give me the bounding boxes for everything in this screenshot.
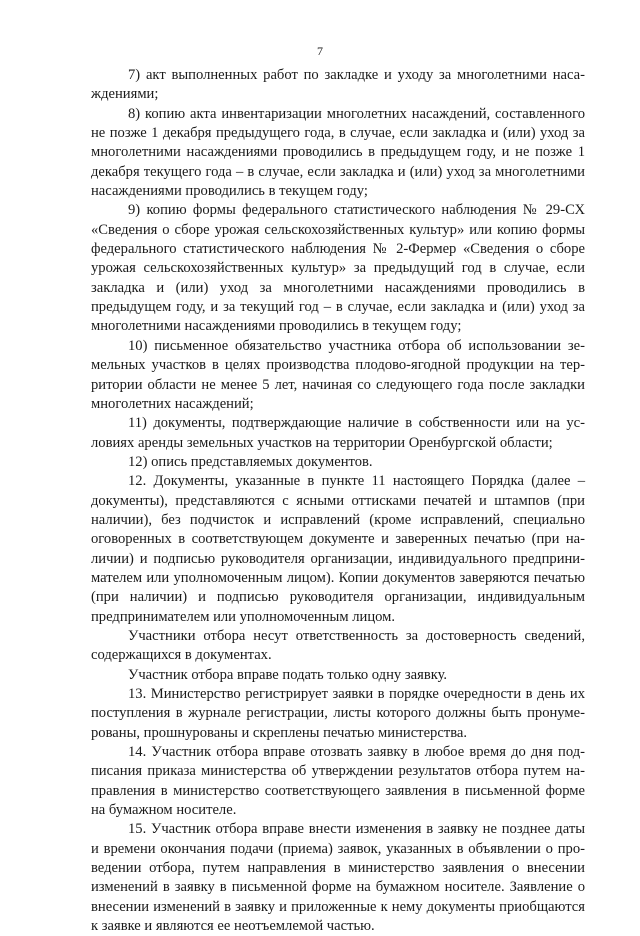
paragraph-section-13: 13. Министерство регистрирует заявки в порядке очередности в день их поступления в журнале регистрации, листы которого должны быть пронумерованы, прошнурованы и скреплены печатью министерства. <box>91 686 585 741</box>
paragraph-section-14: 14. Участник отбора вправе отозвать заявку в любое время до дня подписания приказа министерства об утверждении результатов отбора путем направления в министерство соответствующего заявления в письменной форме на бумажном носителе. <box>91 744 585 819</box>
paragraph-item-9: 9) копию формы федерального статистического наблюдения № 29-СХ «Сведения о сборе урожая сельскохозяйственных культур» или копию формы федерального статистического наблюдения № 2-Фермер «Сведения о сборе урожая сельскохозяйственных культур» за предыдущий год в случае, если закладка и (или) уход за многолетними насаждениями проводились в предыдущем году, и за текущий год – в случае, если закладка и (или) уход за многолетними насаждениями проводились в текущем году; <box>91 202 585 335</box>
page-number: 7 <box>317 44 323 58</box>
paragraph-item-8: 8) копию акта инвентаризации многолетних насаждений, составленного не позже 1 декабря предыдущего года, в случае, если закладка и (или) уход за многолетними насаждениями проводились в предыдущем году, и не позже 1 декабря текущего года – в случае, если закладка и (или) уход за многолетними насаждениями проводились в текущем году; <box>91 105 585 200</box>
paragraph-section-15: 15. Участник отбора вправе внести изменения в заявку не позднее даты и времени окончания подачи (приема) заявок, указанных в объявлении о проведении отбора, путем направления в министерство заявления о внесении изменений в заявку в письменной форме на бумажном носителе. Заявление о внесении изменений в заявку и приложенные к нему документы приобщаются к заявке и являются ее неотъемлемой частью. <box>91 821 585 935</box>
paragraph-single-application: Участник отбора вправе подать только одну заявку. <box>128 666 448 683</box>
paragraph-section-12: 12. Документы, указанные в пункте 11 настоящего Порядка (далее – документы), представляются с ясными оттисками печатей и штампов (при наличии), без подчисток и исправлений (кроме исправлений, специально оговоренных в соответствующем документе и заверенных печатью (при наличии) и подписью руководителя организации, индивидуального предпринимателем или уполномоченным лицом). Копии документов заверяются печатью (при наличии) и подписью руководителя организации, индивидуальным предпринимателем или уполномоченным лицом. <box>91 473 585 625</box>
paragraph-responsibility: Участники отбора несут ответственность за достоверность сведений, содержащихся в документах. <box>91 627 585 664</box>
paragraph-item-10: 10) письменное обязательство участника отбора об использовании земельных участков в целях производства плодово-ягодной продукции на территории области не менее 5 лет, начиная со следующего года после закладки многолетних насаждений; <box>91 337 585 412</box>
paragraph-item-7: 7) акт выполненных работ по закладке и уходу за многолетними насаждениями; <box>91 67 585 103</box>
paragraph-item-12: 12) опись представляемых документов. <box>128 453 373 470</box>
paragraph-item-11: 11) документы, подтверждающие наличие в собственности или на условиях аренды земельных участков на территории Оренбургской области; <box>91 415 585 451</box>
document-body <box>91 66 585 936</box>
